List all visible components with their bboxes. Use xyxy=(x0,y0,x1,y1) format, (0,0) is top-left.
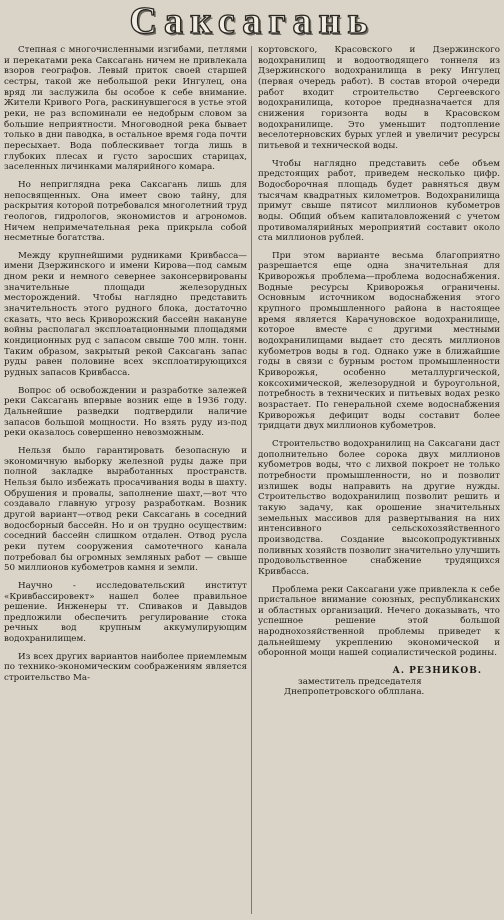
author-signature: А. РЕЗНИКОВ. xyxy=(392,666,482,677)
paragraph-2: Но неприглядна река Саксагань лишь для непосвященных. Она имеет свою тайну, для раскрытия которой потребовался многолетний труд геологов, гидрологов, экономистов и агрономов. Ничем непримечательная река прикрыла собой несметные богатства. xyxy=(4,179,247,244)
paragraph-6: Научно - исследовательский институт «Кривбассировект» нашел более правильное решение. Инженеры тт. Спиваков и Давыдов предложили обеспечить регулирование стока речных вод крупным аккумулирующим водохранилищем. xyxy=(4,580,247,645)
paragraph-1: Степная с многочисленными изгибами, петлями и перекатами река Саксагань ничем не привлекала взоров географов. Левый приток своей старшей сестры, такой же небольшой реки Ингулец, она вряд ли заслужила бы особое к себе внимание. Жители Кривого Рога, раскинувшегося в устье этой реки, не раз вспоминали ее недобрым словом за большие неприятности. Многоводной река бывает только в дни паводка, в остальное время года почти пересыхает. Вода поблескивает тогда лишь в глубоких плесах и густо заросших старицах, заселенных личинками малярийного комара. xyxy=(4,45,247,173)
paragraph-4: Вопрос об освобождении и разработке залежей реки Саксагань впервые возник еще в 1936 году. Дальнейшие разведки подтвердили наличие запасов большой мощности. Но взять руду из-под реки оказалось совершенно невозможным. xyxy=(4,385,247,439)
paragraph-11: Строительство водохранилищ на Саксагани даст дополнительно более сорока двух миллионов кубометров воды, что с лихвой покроет не только потребности промышленности, но и позволит излишек воды направить на другие нужды. Строительство водохранилищ позволит решить и такую задачу, как орошение значительных земельных массивов для развертывания на них интенсивного сельскохозяйственного производства. Создание высокопродуктивных поливных хозяйств позволит значительно улучшить продовольственное снабжение трудящихся Кривбасса. xyxy=(258,438,500,577)
left-column xyxy=(4,45,247,920)
paragraph-7: Из всех других вариантов наиболее приемлемым по технико-экономическим соображениям является строительство Ма- xyxy=(4,651,247,684)
paragraph-3: Между крупнейшими рудниками Кривбасса—имени Дзержинского и имени Кирова—под самым дном реки и немного севернее законсервированы значительные площади железорудных месторождений. Чтобы наглядно представить значительность этого рудного блока, достаточно сказать, что весь Криворожский бассейн накануне войны располагал эксплоатационными площадями кондиционных руд с запасом свыше 700 млн. тонн. Таким образом, закрытый рекой Саксагань запас руды равен половине всех эксплоатирующихся рудных запасов Кривбасса. xyxy=(4,250,247,379)
paragraph-10: При этом варианте весьма благоприятно разрешается еще одна значительная для Криворожья проблема—проблема водоснабжения. Водные ресурсы Криворожья ограничены. Основным источником водоснабжения этого крупного промышленного района в настоящее время является Карачуновское водохранилище, которое вместе с другими местными водохранилищами выдает сто десять миллионов кубометров воды в год. Однако уже в ближайшие годы в связи с бурным ростом промышленности Криворожья, особенно металлургической, коксохимической, железорудной и буроугольной, потребность в технических и питьевых водах резко возрастает. По генеральной схеме водоснабжения Криворожья дефицит воды составит более тридцати двух миллионов кубометров. xyxy=(258,250,500,432)
paragraph-9: Чтобы наглядно представить себе объем предстоящих работ, приведем несколько цифр. Водосборочная площадь будет равняться двум тысячам квадратных километров. Водохранилища примут свыше пятисот миллионов кубометров воды. Общий объем капиталовложений с учетом противомалярийных мероприятий составит около ста миллионов рублей. xyxy=(258,158,500,244)
paragraph-12: Проблема реки Саксагани уже привлекла к себе пристальное внимание союзных, республиканских и областных организаций. Нечего доказывать, что успешное решение этой большой народнохозяйственной проблемы приведет к дальнейшему укреплению экономической и оборонной мощи нашей социалистической родины. xyxy=(258,584,500,659)
author-role: заместитель председателя Днепропетровского облплана. xyxy=(284,676,425,698)
paragraph-8: кортовского, Краcовского и Дзержинского водохранилищ и водоотводящего тоннеля из Дзержинского водохранилища в реку Ингулец (первая очередь работ). В состав второй очереди работ входит строительство Сергеевского водохранилища, которое предназначается для снижения горизонта воды в Краcовском водохранилище. Это уменьшит подтопление веселотерновских бурых углей и увеличит ресурсы питьевой и технической воды. xyxy=(258,45,500,151)
paragraph-5: Нельзя было гарантировать безопасную и экономичную выборку железной руды даже при полной закладке выработанных пространств. Нельзя было избежать просачивания воды в шахту. Обрушения и провалы, заполнение шахт,—вот что создавало главную угрозу разработкам. Возник другой вариант—отвод реки Саксагань в соседний водосборный бассейн. Но и он трудно осуществим: соседний бассейн слишком отдален. Отвод русла реки путем сооружения самотечного канала потребовал бы огромных земляных работ — свыше 50 миллионов кубометров камня и земли. xyxy=(4,445,247,574)
article-title: Саксагань xyxy=(129,0,375,42)
column-divider xyxy=(251,46,252,914)
right-column xyxy=(258,45,500,920)
